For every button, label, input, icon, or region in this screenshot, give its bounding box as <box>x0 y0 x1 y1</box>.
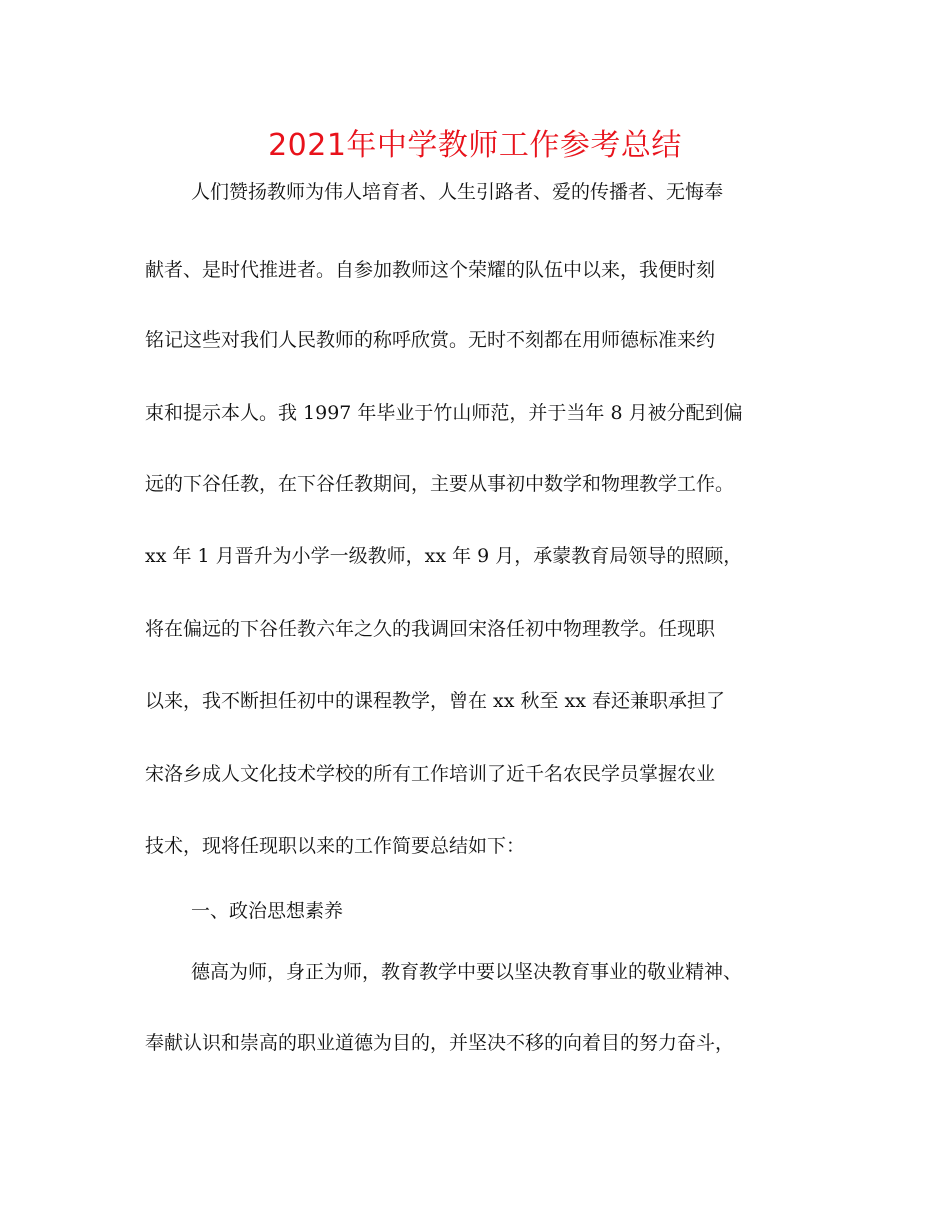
paragraph-line: 技术，现将任现职以来的工作简要总结如下： <box>145 835 526 857</box>
paragraph-line: 铭记这些对我们人民教师的称呼欣赏。无时不刻都在用师德标准来约 <box>145 329 716 351</box>
paragraph-line: 以来，我不断担任初中的课程教学，曾在 xx 秋至 xx 春还兼职承担了 <box>145 690 726 712</box>
paragraph-line: 德高为师，身正为师，教育教学中要以坚决教育事业的敬业精神、 <box>191 961 743 983</box>
paragraph-line: 远的下谷任教，在下谷任教期间，主要从事初中数学和物理教学工作。 <box>145 473 735 495</box>
paragraph-line: 奉献认识和崇高的职业道德为目的，并坚决不移的向着目的努力奋斗， <box>145 1032 735 1054</box>
paragraph-line: 宋洛乡成人文化技术学校的所有工作培训了近千名农民学员掌握农业 <box>145 763 716 785</box>
paragraph-line: 将在偏远的下谷任教六年之久的我调回宋洛任初中物理教学。任现职 <box>145 618 716 640</box>
document-title: 2021年中学教师工作参考总结 <box>268 128 682 163</box>
section-heading: 一、政治思想素养 <box>191 900 344 922</box>
paragraph-line: xx 年 1 月晋升为小学一级教师，xx 年 9 月，承蒙教育局领导的照顾， <box>145 545 743 567</box>
paragraph-line: 人们赞扬教师为伟人培育者、人生引路者、爱的传播者、无悔奉 <box>191 181 724 203</box>
paragraph-line: 献者、是时代推进者。自参加教师这个荣耀的队伍中以来，我便时刻 <box>145 259 716 281</box>
paragraph-line: 束和提示本人。我 1997 年毕业于竹山师范，并于当年 8 月被分配到偏 <box>145 402 743 424</box>
